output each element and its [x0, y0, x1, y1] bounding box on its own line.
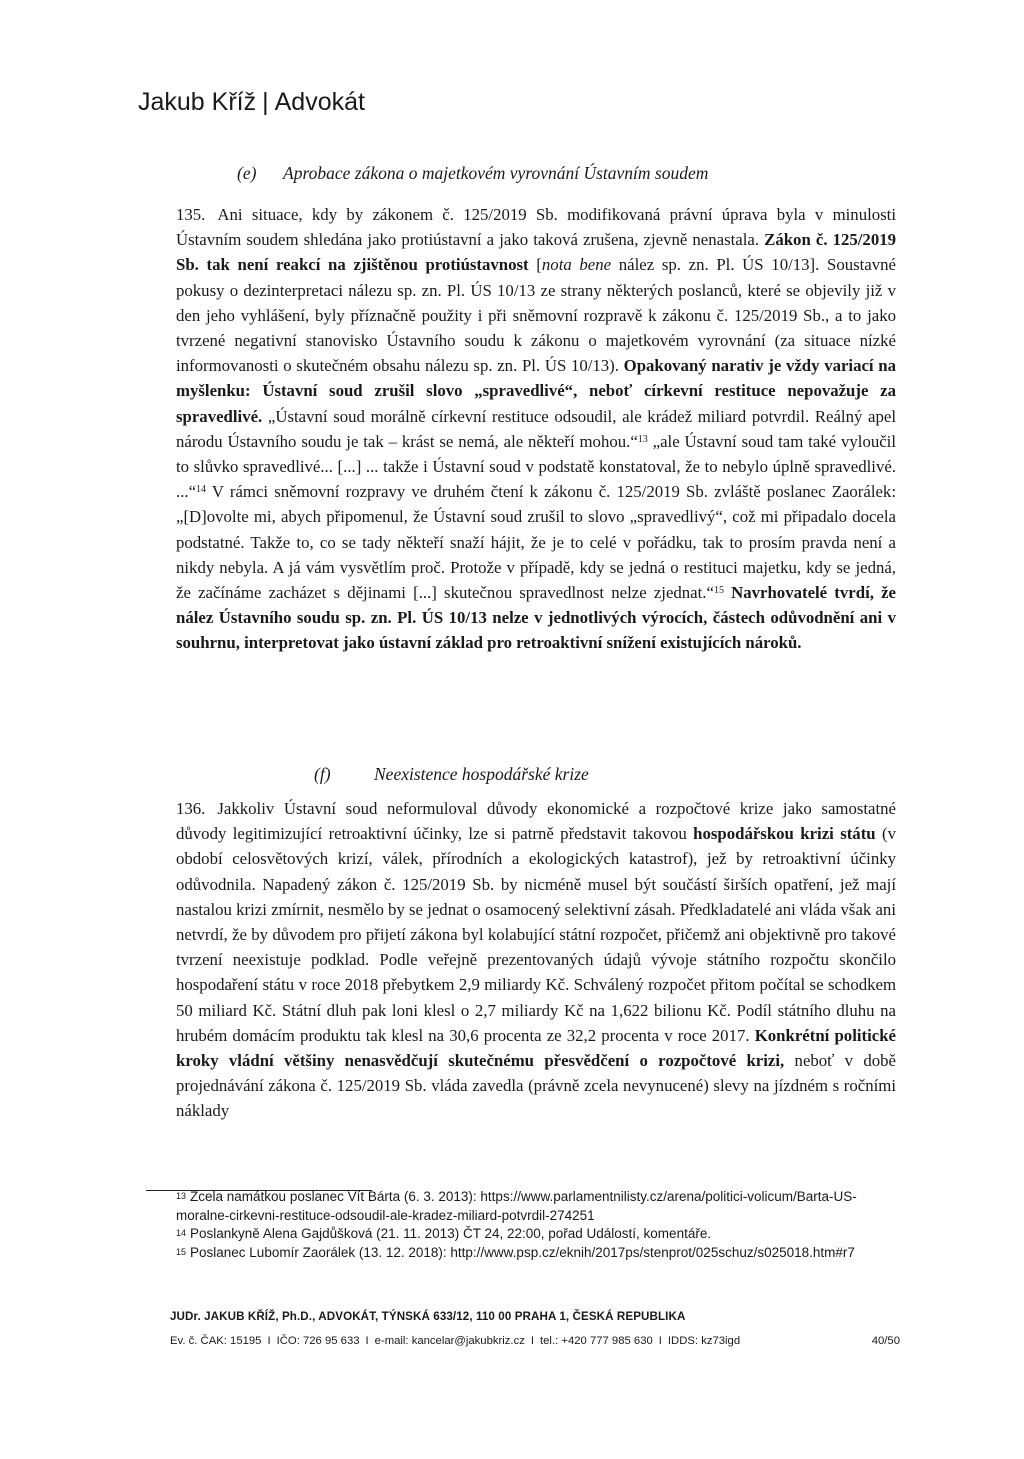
section-title: Neexistence hospodářské krize	[374, 764, 589, 784]
footer-separator: I	[658, 1335, 662, 1347]
footnote-text: Poslankyně Alena Gajdůšková (21. 11. 2013) ČT 24, 22:00, pořad Událostí, komentáře.	[190, 1226, 712, 1242]
footnotes	[176, 1188, 896, 1263]
footer-phone[interactable]: tel.: +420 777 985 630	[540, 1335, 653, 1347]
footer-ev: Ev. č. ČAK: 15195	[170, 1335, 262, 1347]
footer-separator: I	[530, 1335, 535, 1347]
footnote-ref[interactable]: 13	[637, 433, 648, 445]
emphasis-text: Opakovaný narativ je vždy variací na myšlenku: Ústavní soud zrušil slovo „spravedlivé“, neboť církevní restituce nepovažuje za spravedlivé.	[176, 356, 896, 426]
footnote-15	[176, 1244, 896, 1263]
page-header	[138, 88, 365, 117]
header-title: Advokát	[274, 88, 365, 116]
paragraph-number: 136.	[176, 799, 206, 818]
footer-separator: I	[267, 1335, 271, 1347]
emphasis-text: Zákon č. 125/2019 Sb. tak není reakcí na zjištěnou protiústavnost	[176, 230, 896, 275]
section-letter: (f)	[314, 764, 331, 784]
paragraph-text: Ani situace, kdy by zákonem č. 125/2019 Sb. modifikovaná právní úprava byla v minulosti Ústavním soudem shledána jako protiústavní a jako taková zrušena, zjevně nenastala.	[176, 205, 896, 250]
italic-text: nota bene	[541, 255, 612, 275]
emphasis-text: hospodářskou krizi státu	[693, 824, 876, 844]
paragraph-136	[176, 796, 896, 1124]
paragraph-text: (v období celosvětových krizí, válek, přírodních a ekologických katastrof), jež by retroaktivní účinky odůvodnila. Napadený zákon č. 125/2019 Sb. by nicméně musel být součástí širších opatření, jež mají nastalou krizi zmírnit, nesmělo by se jednat o osamocený selektivní zásah. Předkladatelé ani vláda však ani netvrdí, že by důvodem pro přijetí zákona byl kolabující státní rozpočet, přičemž ani objektivně pro takové tvrzení neexistuje podklad. Podle veřejně prezentovaných údajů vývoje státního rozpočtu skončilo hospodaření státu v roce 2018 přebytkem 2,9 miliardy Kč. Schválený rozpočet přitom počítal se schodkem 50 miliard Kč. Státní dluh pak loni klesl o 2,7 miliardy Kč na 1,622 bilionu Kč. Podíl státního dluhu na hrubém domácím produktu tak klesl na 30,6 procenta ze 32,2 procenta v roce 2017.	[176, 824, 896, 1045]
footer-separator: I	[365, 1335, 369, 1347]
footnote-ref[interactable]: 15	[713, 585, 724, 597]
header-name: Jakub Kříž	[138, 88, 257, 116]
page-footer	[170, 1310, 900, 1347]
footnote-text: Poslanec Lubomír Zaorálek (13. 12. 2018): http://www.psp.cz/eknih/2017ps/stenprot/025schuz/s025018.htm#r7	[190, 1245, 855, 1261]
footer-contact-row	[170, 1335, 900, 1347]
emphasis-text: Navrhovatelé tvrdí, že nález Ústavního soudu sp. zn. Pl. ÚS 10/13 nelze v jednotlivých výrocích, částech odůvodnění ani v souhrnu, interpretovat jako ústavní základ pro retroaktivní snížení existujících nároků.	[176, 583, 896, 653]
paragraph-text: nález sp. zn. Pl. ÚS 10/13]. Soustavné pokusy o dezinterpretaci nálezu sp. zn. Pl. ÚS 10/13 ze strany některých poslanců, které se objevily již v den jeho vyhlášení, byly příznačně použity i při sněmovní rozpravě k zákonu č. 125/2019 Sb., a to jako tvrzené negativní stanovisko Ústavního soudu k zákonu o majetkovém vyrovnání (za situace nízké informovanosti o skutečném obsahu nálezu sp. zn. Pl. ÚS 10/13).	[176, 255, 896, 376]
page-number: 40/50	[871, 1335, 900, 1347]
footnote-ref[interactable]: 14	[196, 484, 207, 496]
section-heading-e	[237, 163, 708, 184]
section-heading-f	[314, 764, 589, 785]
emphasis-text: Konkrétní politické kroky vládní většiny nenasvědčují skutečnému přesvědčení o rozpočtové krizi,	[176, 1025, 896, 1071]
footnote-number: 14	[176, 1228, 187, 1239]
section-letter: (e)	[237, 163, 257, 183]
footnote-text: Zcela namátkou poslanec Vít Bárta (6. 3. 2013): https://www.parlamentnilisty.cz/arena/politici-volicum/Barta-US-moralne-cirkevni-restituce-odsoudil-ale-kradez-miliard-potvrdil-274251	[176, 1189, 857, 1223]
footnote-14	[176, 1225, 896, 1244]
paragraph-number: 135.	[176, 205, 206, 224]
paragraph-text: neboť v době projednávání zákona č. 125/2019 Sb. vláda zavedla (právně zcela nevynucené) slevy na jízdném s ročními náklady	[176, 1051, 896, 1121]
footer-contact	[170, 1335, 740, 1347]
paragraph-text: „Ústavní soud morálně církevní restituce odsoudil, ale krádež miliard potvrdil. Reálný apel národu Ústavního soudu je tak – krást se nemá, ale někteří mohou.“	[176, 406, 896, 451]
footnote-number: 13	[176, 1191, 187, 1201]
paragraph-text: Jakkoliv Ústavní soud neformuloval důvody ekonomické a rozpočtové krize jako samostatné důvody legitimizující retroaktivní účinky, lze si patrně představit takovou	[176, 799, 896, 844]
paragraph-135	[176, 202, 896, 656]
footnote-13	[176, 1188, 896, 1225]
paragraph-text: V rámci sněmovní rozpravy ve druhém čtení k zákonu č. 125/2019 Sb. zvláště poslanec Zaorálek: „[D]ovolte mi, abych připomenul, že Ústavní soud zrušil to slovo „spravedlivý“, což mi připadalo docela podstatné. Takže to, co se tady někteří snaží hájit, že je to celé v pořádku, tak to prosím pravda není a nikdy nebyla. A já vám vysvětlím proč. Protože v případě, kdy se jedná o restituci majetku, kdy se jedná, že začínáme zacházet s dějinami [...] skutečnou spravedlnost nelze zjednat.“	[176, 482, 896, 603]
footer-ico: IČO: 726 95 633	[276, 1335, 360, 1347]
header-separator: |	[262, 88, 269, 116]
section-title: Aprobace zákona o majetkovém vyrovnání Ústavním soudem	[283, 163, 709, 183]
footnote-number: 15	[176, 1247, 187, 1258]
footer-email[interactable]: e-mail: kancelar@jakubkriz.cz	[374, 1335, 525, 1347]
footer-idds: IDDS: kz73igd	[667, 1335, 741, 1347]
paragraph-text: [	[528, 255, 542, 275]
footer-company: JUDr. JAKUB KŘÍŽ, Ph.D., ADVOKÁT, TÝNSKÁ 633/12, 110 00 PRAHA 1, ČESKÁ REPUBLIKA	[170, 1310, 686, 1323]
paragraph-text: „ale Ústavní soud tam také vyloučil to slůvko spravedlivé... [...] ... takže i Ústavní soud v podstatě konstatoval, že to nebylo úplně spravedlivé. ...“	[176, 431, 896, 502]
